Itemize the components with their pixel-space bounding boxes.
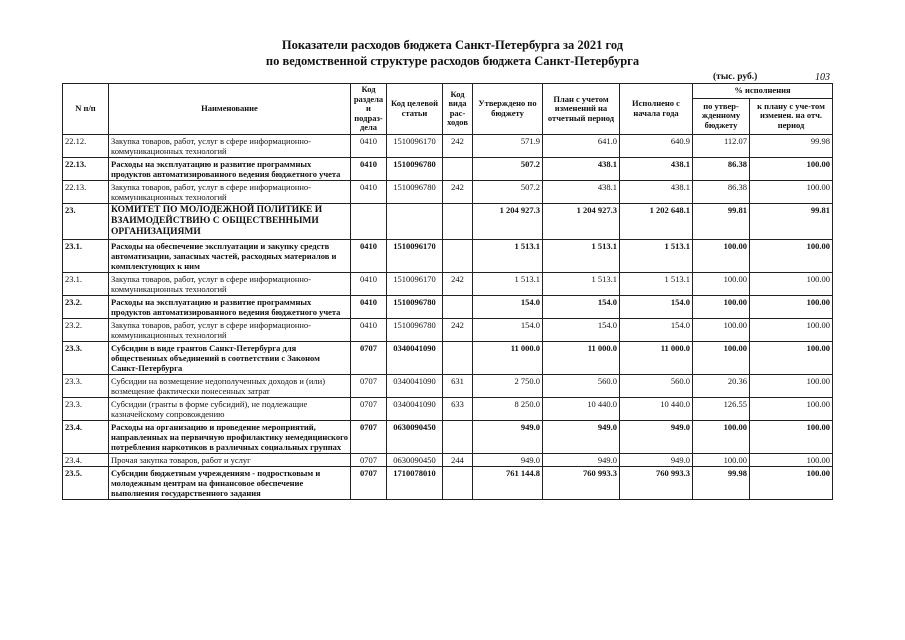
row-approved: 8 250.0 bbox=[473, 397, 543, 420]
row-plan: 11 000.0 bbox=[543, 341, 620, 374]
row-pct-approved: 100.00 bbox=[693, 341, 750, 374]
table-row bbox=[63, 374, 833, 397]
row-section-code: 0707 bbox=[351, 397, 387, 420]
row-name: КОМИТЕТ ПО МОЛОДЕЖНОЙ ПОЛИТИКЕ И ВЗАИМОДЕЙСТВИЮ С ОБЩЕСТВЕННЫМИ ОРГАНИЗАЦИЯМИ bbox=[109, 203, 351, 239]
row-approved: 2 750.0 bbox=[473, 374, 543, 397]
row-section-code: 0410 bbox=[351, 318, 387, 341]
header-percent-group: % исполнения bbox=[693, 84, 833, 99]
row-section-code: 0410 bbox=[351, 157, 387, 180]
row-expense-type: 633 bbox=[443, 397, 473, 420]
row-article-code: 1510096170 bbox=[387, 272, 443, 295]
row-plan: 10 440.0 bbox=[543, 397, 620, 420]
row-article-code: 0340041090 bbox=[387, 341, 443, 374]
row-number: 23.2. bbox=[63, 318, 109, 341]
row-expense-type bbox=[443, 295, 473, 318]
table-row bbox=[63, 272, 833, 295]
header-name: Наименование bbox=[109, 84, 351, 135]
row-pct-approved: 20.36 bbox=[693, 374, 750, 397]
table-row bbox=[63, 420, 833, 453]
row-number: 23.3. bbox=[63, 341, 109, 374]
row-article-code: 0340041090 bbox=[387, 374, 443, 397]
row-plan: 154.0 bbox=[543, 295, 620, 318]
row-plan: 1 513.1 bbox=[543, 272, 620, 295]
row-pct-plan: 100.00 bbox=[750, 295, 833, 318]
row-section-code: 0707 bbox=[351, 453, 387, 466]
row-number: 23. bbox=[63, 203, 109, 239]
table-row bbox=[63, 239, 833, 272]
row-pct-approved: 99.98 bbox=[693, 466, 750, 499]
row-pct-plan: 99.81 bbox=[750, 203, 833, 239]
row-pct-approved: 100.00 bbox=[693, 453, 750, 466]
table-row bbox=[63, 295, 833, 318]
header-plan: План с учетом изменений на отчетный период bbox=[543, 84, 620, 135]
row-pct-plan: 100.00 bbox=[750, 341, 833, 374]
row-pct-approved: 100.00 bbox=[693, 272, 750, 295]
table-row bbox=[63, 341, 833, 374]
row-number: 22.12. bbox=[63, 134, 109, 157]
units-label: (тыс. руб.) bbox=[713, 72, 758, 82]
header-pct-approved: по утвер-жденному бюджету bbox=[693, 98, 750, 134]
row-executed: 1 513.1 bbox=[620, 272, 693, 295]
row-executed: 154.0 bbox=[620, 318, 693, 341]
row-number: 23.4. bbox=[63, 420, 109, 453]
row-expense-type bbox=[443, 466, 473, 499]
row-section-code: 0707 bbox=[351, 341, 387, 374]
row-plan: 641.0 bbox=[543, 134, 620, 157]
table-row bbox=[63, 134, 833, 157]
row-name: Расходы на эксплуатацию и развитие программных продуктов автоматизированного ведения бюджетного учета bbox=[109, 157, 351, 180]
document-title-line-2: по ведомственной структуре расходов бюджета Санкт-Петербурга bbox=[265, 54, 640, 68]
row-pct-plan: 100.00 bbox=[750, 180, 833, 203]
row-name: Закупка товаров, работ, услуг в сфере информационно-коммуникационных технологий bbox=[109, 318, 351, 341]
row-article-code: 1710078010 bbox=[387, 466, 443, 499]
row-pct-plan: 100.00 bbox=[750, 157, 833, 180]
row-article-code: 1510096780 bbox=[387, 157, 443, 180]
row-executed: 154.0 bbox=[620, 295, 693, 318]
header-section: Код раздела и подраз-дела bbox=[351, 84, 387, 135]
row-name: Прочая закупка товаров, работ и услуг bbox=[109, 453, 351, 466]
row-section-code: 0707 bbox=[351, 374, 387, 397]
row-pct-plan: 100.00 bbox=[750, 374, 833, 397]
row-pct-approved: 112.07 bbox=[693, 134, 750, 157]
row-number: 23.1. bbox=[63, 239, 109, 272]
table-row bbox=[63, 157, 833, 180]
row-article-code bbox=[387, 203, 443, 239]
row-name: Субсидии бюджетным учреждениям - подростковым и молодежным центрам на финансовое обеспечение выполнения государственного задания bbox=[109, 466, 351, 499]
row-name: Расходы на эксплуатацию и развитие программных продуктов автоматизированного ведения бюджетного учета bbox=[109, 295, 351, 318]
row-number: 23.2. bbox=[63, 295, 109, 318]
row-expense-type bbox=[443, 341, 473, 374]
row-pct-plan: 100.00 bbox=[750, 453, 833, 466]
row-plan: 760 993.3 bbox=[543, 466, 620, 499]
header-num: N п/п bbox=[63, 84, 109, 135]
row-executed: 760 993.3 bbox=[620, 466, 693, 499]
row-pct-plan: 100.00 bbox=[750, 397, 833, 420]
row-expense-type bbox=[443, 157, 473, 180]
row-expense-type: 631 bbox=[443, 374, 473, 397]
row-article-code: 1510096170 bbox=[387, 239, 443, 272]
table-row bbox=[63, 397, 833, 420]
row-executed: 1 202 648.1 bbox=[620, 203, 693, 239]
row-number: 23.1. bbox=[63, 272, 109, 295]
header-executed: Исполнено с начала года bbox=[620, 84, 693, 135]
row-expense-type: 242 bbox=[443, 318, 473, 341]
row-executed: 560.0 bbox=[620, 374, 693, 397]
table-row bbox=[63, 466, 833, 499]
row-pct-plan: 100.00 bbox=[750, 420, 833, 453]
table-body bbox=[63, 134, 833, 499]
row-section-code: 0707 bbox=[351, 420, 387, 453]
table-row bbox=[63, 180, 833, 203]
row-name: Субсидии (гранты в форме субсидий), не подлежащие казначейскому сопровождению bbox=[109, 397, 351, 420]
row-plan: 1 513.1 bbox=[543, 239, 620, 272]
row-article-code: 1510096780 bbox=[387, 180, 443, 203]
row-name: Закупка товаров, работ, услуг в сфере информационно-коммуникационных технологий bbox=[109, 272, 351, 295]
row-section-code: 0410 bbox=[351, 239, 387, 272]
row-approved: 154.0 bbox=[473, 295, 543, 318]
row-plan: 560.0 bbox=[543, 374, 620, 397]
row-number: 23.3. bbox=[63, 374, 109, 397]
row-number: 23.3. bbox=[63, 397, 109, 420]
row-approved: 1 513.1 bbox=[473, 272, 543, 295]
row-plan: 438.1 bbox=[543, 157, 620, 180]
row-plan: 949.0 bbox=[543, 453, 620, 466]
row-name: Субсидии в виде грантов Санкт-Петербурга для общественных объединений в соответствии с Законом Санкт-Петербурга bbox=[109, 341, 351, 374]
row-plan: 154.0 bbox=[543, 318, 620, 341]
row-section-code: 0410 bbox=[351, 272, 387, 295]
row-pct-plan: 100.00 bbox=[750, 272, 833, 295]
row-executed: 11 000.0 bbox=[620, 341, 693, 374]
row-article-code: 1510096780 bbox=[387, 295, 443, 318]
row-approved: 571.9 bbox=[473, 134, 543, 157]
row-approved: 949.0 bbox=[473, 453, 543, 466]
row-pct-approved: 126.55 bbox=[693, 397, 750, 420]
row-number: 23.5. bbox=[63, 466, 109, 499]
row-executed: 10 440.0 bbox=[620, 397, 693, 420]
row-executed: 1 513.1 bbox=[620, 239, 693, 272]
row-article-code: 0630090450 bbox=[387, 453, 443, 466]
row-article-code: 1510096170 bbox=[387, 134, 443, 157]
row-pct-approved: 100.00 bbox=[693, 295, 750, 318]
table-row bbox=[63, 453, 833, 466]
row-expense-type: 242 bbox=[443, 272, 473, 295]
row-expense-type bbox=[443, 239, 473, 272]
row-name: Закупка товаров, работ, услуг в сфере информационно-коммуникационных технологий bbox=[109, 134, 351, 157]
document-title-line-1: Показатели расходов бюджета Санкт-Петербурга за 2021 год bbox=[281, 38, 624, 52]
header-article: Код целевой статьи bbox=[387, 84, 443, 135]
row-section-code: 0410 bbox=[351, 134, 387, 157]
row-executed: 640.9 bbox=[620, 134, 693, 157]
row-pct-approved: 99.81 bbox=[693, 203, 750, 239]
page-number: 103 bbox=[815, 72, 830, 83]
row-pct-plan: 99.98 bbox=[750, 134, 833, 157]
row-article-code: 1510096780 bbox=[387, 318, 443, 341]
row-expense-type: 242 bbox=[443, 180, 473, 203]
row-expense-type bbox=[443, 420, 473, 453]
row-expense-type: 242 bbox=[443, 134, 473, 157]
table-header bbox=[63, 84, 833, 135]
row-approved: 507.2 bbox=[473, 157, 543, 180]
row-approved: 11 000.0 bbox=[473, 341, 543, 374]
row-executed: 438.1 bbox=[620, 180, 693, 203]
row-section-code: 0410 bbox=[351, 180, 387, 203]
row-number: 22.13. bbox=[63, 180, 109, 203]
header-approved: Утверждено по бюджету bbox=[473, 84, 543, 135]
row-pct-plan: 100.00 bbox=[750, 318, 833, 341]
row-plan: 949.0 bbox=[543, 420, 620, 453]
row-pct-approved: 86.38 bbox=[693, 157, 750, 180]
row-expense-type bbox=[443, 203, 473, 239]
row-approved: 507.2 bbox=[473, 180, 543, 203]
row-plan: 438.1 bbox=[543, 180, 620, 203]
row-pct-plan: 100.00 bbox=[750, 466, 833, 499]
table-row bbox=[63, 318, 833, 341]
row-expense-type: 244 bbox=[443, 453, 473, 466]
row-approved: 761 144.8 bbox=[473, 466, 543, 499]
row-approved: 1 513.1 bbox=[473, 239, 543, 272]
row-section-code: 0410 bbox=[351, 295, 387, 318]
row-pct-approved: 86.38 bbox=[693, 180, 750, 203]
row-article-code: 0630090450 bbox=[387, 420, 443, 453]
row-name: Расходы на организацию и проведение мероприятий, направленных на первичную профилактику немедицинского потребления наркотиков в различных социальных группах bbox=[109, 420, 351, 453]
row-section-code bbox=[351, 203, 387, 239]
row-pct-approved: 100.00 bbox=[693, 318, 750, 341]
row-pct-approved: 100.00 bbox=[693, 239, 750, 272]
row-executed: 949.0 bbox=[620, 420, 693, 453]
row-pct-approved: 100.00 bbox=[693, 420, 750, 453]
header-pct-plan: к плану с уче-том изменен. на отч. период bbox=[750, 98, 833, 134]
row-article-code: 0340041090 bbox=[387, 397, 443, 420]
row-number: 22.13. bbox=[63, 157, 109, 180]
table-row bbox=[63, 203, 833, 239]
header-type: Код вида рас-ходов bbox=[443, 84, 473, 135]
row-number: 23.4. bbox=[63, 453, 109, 466]
row-plan: 1 204 927.3 bbox=[543, 203, 620, 239]
row-executed: 949.0 bbox=[620, 453, 693, 466]
row-approved: 1 204 927.3 bbox=[473, 203, 543, 239]
row-name: Субсидии на возмещение недополученных доходов и (или) возмещение фактически понесенных затрат bbox=[109, 374, 351, 397]
row-approved: 949.0 bbox=[473, 420, 543, 453]
row-approved: 154.0 bbox=[473, 318, 543, 341]
row-executed: 438.1 bbox=[620, 157, 693, 180]
row-pct-plan: 100.00 bbox=[750, 239, 833, 272]
budget-table bbox=[62, 83, 833, 500]
row-name: Расходы на обеспечение эксплуатации и закупку средств автоматизации, запасных частей, расходных материалов и комплектующих к ним bbox=[109, 239, 351, 272]
row-section-code: 0707 bbox=[351, 466, 387, 499]
row-name: Закупка товаров, работ, услуг в сфере информационно-коммуникационных технологий bbox=[109, 180, 351, 203]
